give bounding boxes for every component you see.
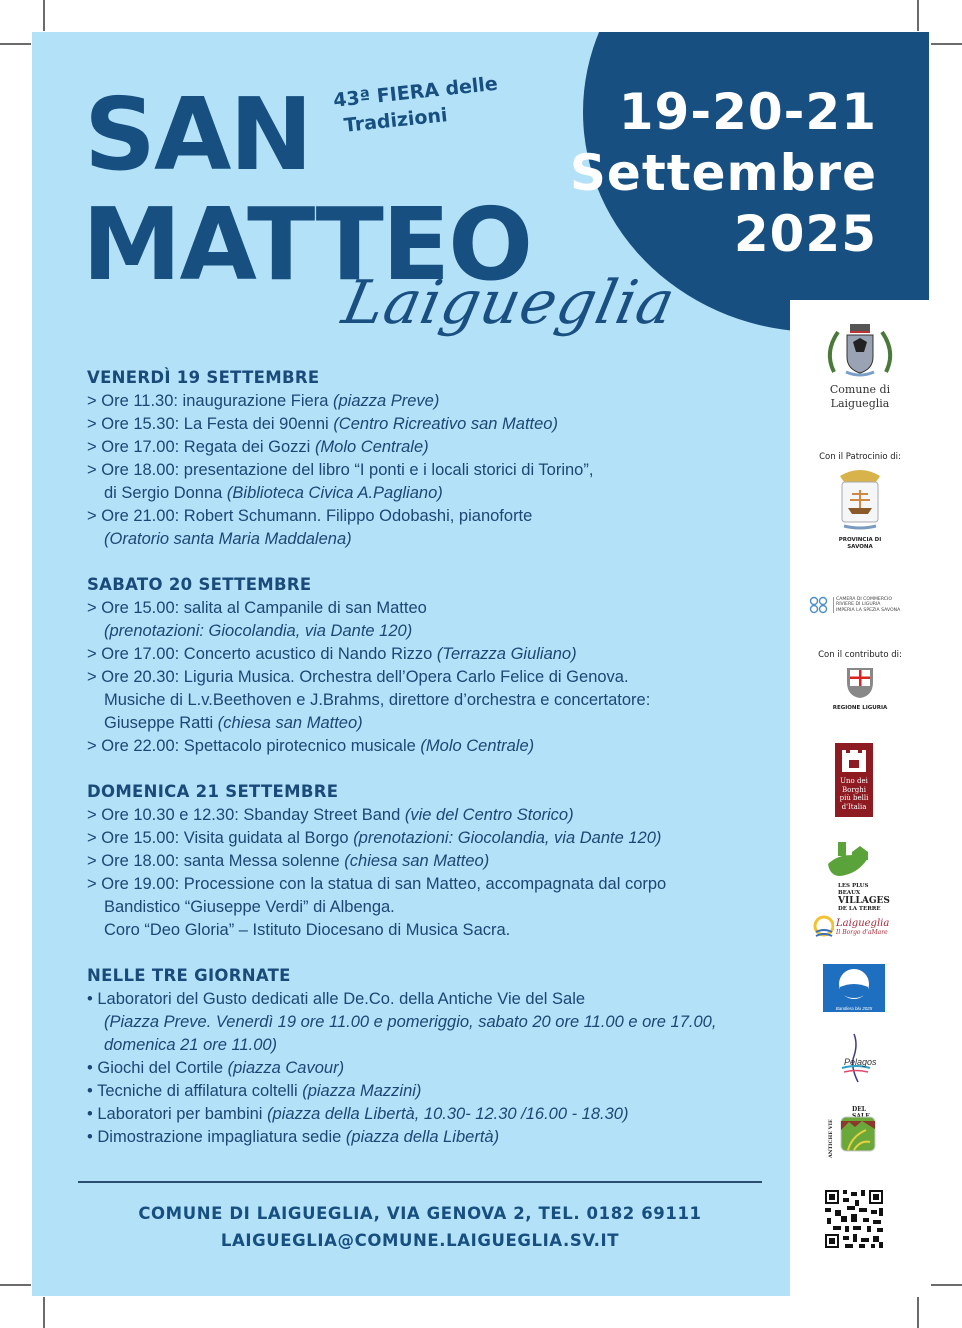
bullet-marker: > [87, 829, 102, 847]
item-location: (Biblioteca Civica A.Pagliano) [226, 484, 443, 502]
program-day-section [87, 780, 787, 942]
crop-mark [0, 43, 31, 45]
crop-mark [931, 1284, 962, 1286]
program [87, 366, 787, 1171]
item-continuation [87, 689, 787, 712]
coat-of-arms-icon [820, 322, 900, 378]
item-continuation-text: di Sergio Donna [104, 484, 227, 502]
bullet-marker: • [87, 990, 98, 1008]
item-continuation [87, 482, 787, 505]
bandiera-blu-logo: Bandiera blu 2025 [823, 964, 885, 1012]
program-item [87, 459, 787, 505]
item-location: (piazza Preve) [332, 392, 440, 410]
item-text: Laboratori del Gusto dedicati alle De.Co. della Antiche Vie del Sale [97, 990, 586, 1008]
item-location: (piazza Mazzini) [302, 1082, 422, 1100]
item-text: Ore 17.00: Regata dei Gozzi [101, 438, 315, 456]
address: COMUNE DI LAIGUEGLIA, VIA GENOVA 2, TEL. 0182 69111 [138, 1204, 702, 1223]
title-matteo: MATTEO [82, 186, 532, 303]
item-text: Dimostrazione impagliatura sedie [97, 1128, 346, 1146]
comune-logo [820, 322, 900, 411]
item-text: Ore 15.00: Visita guidata al Borgo [101, 829, 354, 847]
item-location: (piazza della Libertà) [345, 1128, 500, 1146]
bullet-marker: • [87, 1082, 98, 1100]
program-item [87, 1103, 787, 1126]
item-location: (chiesa san Matteo) [217, 714, 363, 732]
borgo-amare-logo: Laigueglia Il Borgo d'aMare [812, 914, 896, 940]
camera-commercio-icon [808, 596, 830, 614]
item-continuation [87, 1011, 787, 1034]
day-heading: SABATO 20 SETTEMBRE [87, 575, 312, 594]
program-day-section [87, 573, 787, 758]
edition-line1: 43ª FIERA delle [332, 72, 499, 112]
item-continuation [87, 620, 787, 643]
item-location: (vie del Centro Storico) [404, 806, 574, 824]
title-san: SAN [84, 76, 312, 193]
bullet-marker: > [87, 852, 102, 870]
crop-mark [931, 43, 962, 45]
item-text: Ore 20.30: Liguria Musica. Orchestra dell’Opera Carlo Felice di Genova. [101, 668, 629, 686]
crop-mark [0, 1284, 31, 1286]
item-continuation [87, 919, 787, 942]
program-day-section [87, 366, 787, 551]
program-item [87, 597, 787, 643]
item-text: Ore 21.00: Robert Schumann. Filippo Odobashi, pianoforte [101, 507, 533, 525]
town-script-title: Laigueglia [336, 268, 682, 338]
crop-mark [43, 0, 45, 31]
item-text: Ore 18.00: presentazione del libro “I ponti e i locali storici di Torino”, [101, 461, 594, 479]
program-item [87, 850, 787, 873]
item-location: (Molo Centrale) [314, 438, 429, 456]
crop-mark [43, 1297, 45, 1328]
contact-footer [78, 1200, 762, 1254]
bullet-marker: > [87, 461, 102, 479]
item-text: Ore 22.00: Spettacolo pirotecnico musicale [101, 737, 421, 755]
bullet-marker: • [87, 1128, 98, 1146]
item-location: (piazza della Libertà, 10.30- 12.30 /16.00 - 18.30) [267, 1105, 629, 1123]
event-dates [570, 82, 877, 265]
svg-text:Pelagos: Pelagos [844, 1057, 876, 1067]
item-location: (Piazza Preve. Venerdì 19 ore 11.00 e pomeriggio, sabato 20 ore 11.00 e ore 17.00, [104, 1013, 717, 1031]
item-location: (prenotazioni: Giocolandia, via Dante 120) [104, 622, 413, 640]
item-text: Ore 10.30 e 12.30: Sbanday Street Band [101, 806, 405, 824]
program-item [87, 505, 787, 551]
sponsor-sidebar [790, 300, 929, 1296]
item-location: (Terrazza Giuliano) [436, 645, 577, 663]
item-continuation-text: Bandistico “Giuseppe Verdi” di Albenga. [104, 898, 395, 916]
item-text: Ore 17.00: Concerto acustico di Nando Rizzo [101, 645, 437, 663]
bullet-marker: > [87, 645, 102, 663]
bullet-marker: > [87, 438, 102, 456]
item-location: domenica 21 ore 11.00) [104, 1036, 278, 1054]
program-item [87, 390, 787, 413]
pelagos-icon [836, 1032, 876, 1084]
regione-shield-icon [845, 666, 875, 700]
camera-commercio-logo: CAMERA DI COMMERCIO RIVIERE DI LIGURIA IMPERIA LA SPEZIA SAVONA [808, 596, 916, 614]
year: 2025 [733, 205, 877, 263]
bullet-marker: > [87, 668, 102, 686]
crop-mark [917, 1297, 919, 1328]
mountain-path-icon [840, 1116, 876, 1152]
item-location: (Molo Centrale) [420, 737, 535, 755]
email-link[interactable]: LAIGUEGLIA@COMUNE.LAIGUEGLIA.SV.IT [220, 1231, 620, 1250]
plus-beaux-villages-logo: LES PLUS BEAUX VILLAGES DE LA TERRE [826, 840, 886, 913]
item-continuation-text: Musiche di L.v.Beethoven e J.Brahms, direttore d’orchestra e concertatore: [104, 691, 651, 709]
item-location: (chiesa san Matteo) [344, 852, 490, 870]
program-item [87, 988, 787, 1057]
sun-wave-icon [812, 914, 834, 940]
bullet-marker: > [87, 875, 102, 893]
patrocinio-label: Con il Patrocinio di: [819, 452, 901, 462]
divider [78, 1181, 762, 1183]
item-continuation-text: Coro “Deo Gloria” – Istituto Diocesano di Musica Sacra. [104, 921, 511, 939]
edition-subtitle [332, 71, 502, 140]
qr-code[interactable] [823, 1188, 885, 1250]
program-item [87, 804, 787, 827]
item-text: Ore 18.00: santa Messa solenne [101, 852, 345, 870]
item-continuation [87, 528, 787, 551]
edition-line2: Tradizioni [342, 104, 449, 137]
crop-mark [917, 0, 919, 31]
program-item [87, 735, 787, 758]
item-location: (Centro Ricreativo san Matteo) [333, 415, 558, 433]
day-heading: VENERDÌ 19 SETTEMBRE [87, 368, 320, 387]
blue-flag-icon [837, 967, 871, 1001]
pelagos-logo [834, 1032, 878, 1089]
comune-caption: Comune di Laigueglia [829, 383, 891, 410]
qr-code-icon [823, 1188, 885, 1250]
bullet-marker: > [87, 599, 102, 617]
bullet-marker: > [87, 415, 102, 433]
tower-icon [839, 746, 869, 772]
program-day-section [87, 964, 787, 1149]
item-text: Laboratori per bambini [97, 1105, 268, 1123]
program-item [87, 1126, 787, 1149]
item-location: (Oratorio santa Maria Maddalena) [104, 530, 352, 548]
provincia-crest-icon [830, 468, 890, 532]
antiche-vie-sale-logo: ANTICHE VIE DEL [828, 1106, 884, 1158]
provincia-savona-logo: PROVINCIA DI SAVONA [830, 468, 890, 551]
item-continuation [87, 896, 787, 919]
borghi-piu-belli-logo: Uno dei Borghi più belli d'Italia [835, 743, 873, 817]
bullet-marker: > [87, 507, 102, 525]
bullet-marker: > [87, 806, 102, 824]
day-heading: NELLE TRE GIORNATE [87, 966, 291, 985]
item-text: Ore 11.30: inaugurazione Fiera [101, 392, 333, 410]
program-item [87, 643, 787, 666]
program-item [87, 873, 787, 942]
program-item [87, 666, 787, 735]
regione-liguria-logo: REGIONE LIGURIA [830, 666, 890, 712]
item-text: Tecniche di affilatura coltelli [97, 1082, 303, 1100]
item-continuation-text: Giuseppe Ratti [104, 714, 218, 732]
contributo-label: Con il contributo di: [818, 650, 902, 660]
item-text: Ore 19.00: Processione con la statua di san Matteo, accompagnata dal corpo [101, 875, 667, 893]
program-item [87, 1080, 787, 1103]
item-text: Giochi del Cortile [97, 1059, 228, 1077]
dates: 19-20-21 [618, 83, 877, 141]
item-text: Ore 15.30: La Festa dei 90enni [101, 415, 334, 433]
bullet-marker: • [87, 1105, 98, 1123]
program-item [87, 827, 787, 850]
program-item [87, 413, 787, 436]
month: Settembre [569, 144, 877, 202]
program-item [87, 436, 787, 459]
item-continuation [87, 712, 787, 735]
bullet-marker: > [87, 737, 102, 755]
village-globe-icon [826, 840, 882, 878]
item-location: (piazza Cavour) [227, 1059, 345, 1077]
day-heading: DOMENICA 21 SETTEMBRE [87, 782, 339, 801]
bullet-marker: • [87, 1059, 98, 1077]
item-text: Ore 15.00: salita al Campanile di san Matteo [101, 599, 427, 617]
program-item [87, 1057, 787, 1080]
bullet-marker: > [87, 392, 102, 410]
item-location: (prenotazioni: Giocolandia, via Dante 120) [353, 829, 662, 847]
item-continuation [87, 1034, 787, 1057]
